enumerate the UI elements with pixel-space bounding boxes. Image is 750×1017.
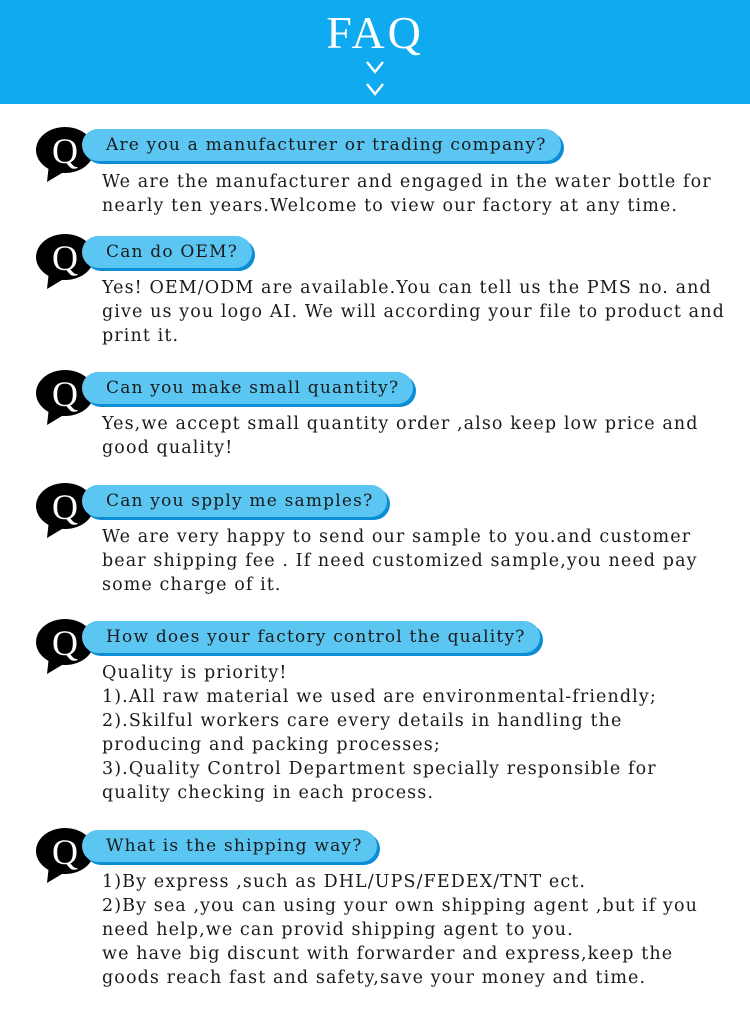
answer-line: producing and packing processes; [102, 735, 441, 755]
double-chevron-down-icon [365, 60, 385, 98]
faq-answer [102, 412, 732, 460]
answer-line: Yes! OEM/ODM are available.You can tell us the PMS no. and [102, 278, 712, 298]
faq-answer [102, 870, 732, 990]
page-title: FAQ [326, 7, 424, 58]
svg-text:Q: Q [52, 832, 78, 872]
answer-line: quality checking in each process. [102, 783, 434, 803]
answer-line: Quality is priority! [102, 663, 288, 683]
faq-answer [102, 525, 732, 597]
faq-header [0, 0, 750, 104]
faq-question: Can you spply me samples? [82, 485, 387, 517]
answer-line: bear shipping fee . If need customized sample,you need pay [102, 551, 698, 571]
svg-text:Q: Q [52, 238, 78, 278]
svg-text:Q: Q [52, 623, 78, 663]
answer-line: Yes,we accept small quantity order ,also keep low price and [102, 414, 699, 434]
svg-text:Q: Q [52, 131, 78, 171]
answer-line: We are very happy to send our sample to you.and customer [102, 527, 692, 547]
answer-line: good quality! [102, 438, 234, 458]
faq-question: What is the shipping way? [82, 830, 377, 862]
svg-text:Q: Q [52, 487, 78, 527]
answer-line: give us you logo AI. We will according your file to product and [102, 302, 725, 322]
faq-answer [102, 661, 732, 805]
svg-text:Q: Q [52, 374, 78, 414]
faq-question: Can you make small quantity? [82, 372, 413, 404]
answer-line: 1).All raw material we used are environmental-friendly; [102, 687, 657, 707]
answer-line: 2).Skilful workers care every details in handling the [102, 711, 623, 731]
answer-line: we have big discunt with forwarder and express,keep the [102, 944, 674, 964]
answer-line: need help,we can provid shipping agent to you. [102, 920, 574, 940]
answer-line: 3).Quality Control Department specially responsible for [102, 759, 657, 779]
answer-line: We are the manufacturer and engaged in the water bottle for [102, 172, 712, 192]
faq-answer [102, 170, 732, 218]
answer-line: print it. [102, 326, 180, 346]
answer-line: nearly ten years.Welcome to view our factory at any time. [102, 196, 679, 216]
answer-line: some charge of it. [102, 575, 282, 595]
faq-question: Are you a manufacturer or trading company? [82, 129, 561, 161]
answer-line: 2)By sea ,you can using your own shipping agent ,but if you [102, 896, 698, 916]
faq-question: Can do OEM? [82, 236, 252, 268]
answer-line: goods reach fast and safety,save your money and time. [102, 968, 647, 988]
answer-line: 1)By express ,such as DHL/UPS/FEDEX/TNT ect. [102, 872, 587, 892]
faq-question: How does your factory control the quality? [82, 621, 540, 653]
faq-answer [102, 276, 732, 348]
